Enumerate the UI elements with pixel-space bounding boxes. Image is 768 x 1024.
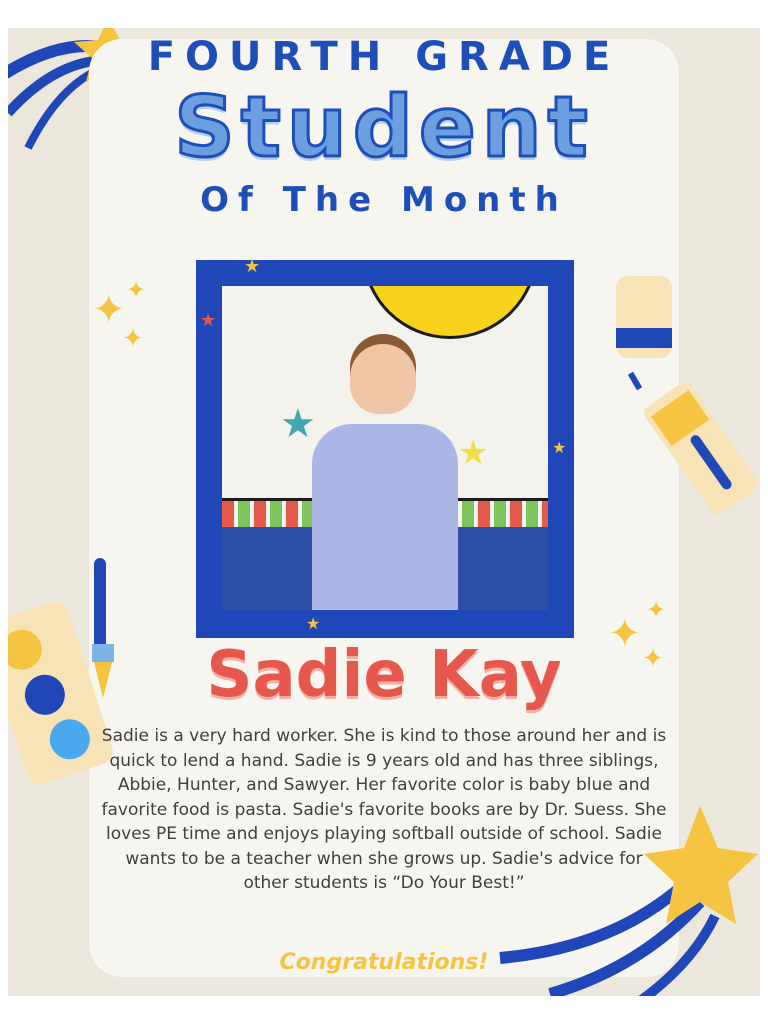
star-icon: ★ xyxy=(244,256,261,277)
congratulations-text: Congratulations! xyxy=(279,950,489,975)
title-student: Student xyxy=(174,78,594,176)
sparkle-icon: ✦ xyxy=(122,324,144,354)
sparkle-icon: ✦ xyxy=(608,611,642,657)
sparkle-icon: ✦ xyxy=(642,644,664,674)
student-photo xyxy=(222,286,548,610)
star-icon: ★ xyxy=(306,614,321,633)
sparkle-icon: ✦ xyxy=(646,596,667,624)
title-of-the-month: Of The Month xyxy=(200,180,568,220)
student-figure-head xyxy=(350,334,416,414)
star-icon: ★ xyxy=(458,433,489,473)
star-icon: ★ xyxy=(280,401,316,447)
sparkle-icon: ✦ xyxy=(92,287,126,333)
sparkle-icon: ✦ xyxy=(126,276,147,304)
marker-icon xyxy=(616,276,760,526)
banner-letters: ​ xyxy=(273,291,291,338)
photo-frame xyxy=(196,256,574,638)
poster xyxy=(8,28,760,996)
student-name: Sadie Kay xyxy=(206,638,562,712)
title-grade: FOURTH GRADE xyxy=(147,34,621,80)
student-figure-body xyxy=(312,424,458,610)
sun-decoration xyxy=(362,286,538,339)
student-bio: Sadie is a very hard worker. She is kind to those around her and is quick to lend a hand. Sadie is 9 years old and has three siblings, Abbie, Hunter, and Sawyer. Her favorite color is baby blue and favorite food is pasta. Sadie's favorite books are by Dr. Suess. She loves PE time and enjoys playing softball outside of school. Sadie wants to be a teacher when she grows up. Sadie's advice for other students is “Do Your Best!” xyxy=(101,726,667,893)
star-icon: ★ xyxy=(552,438,567,457)
star-icon: ★ xyxy=(200,310,217,331)
